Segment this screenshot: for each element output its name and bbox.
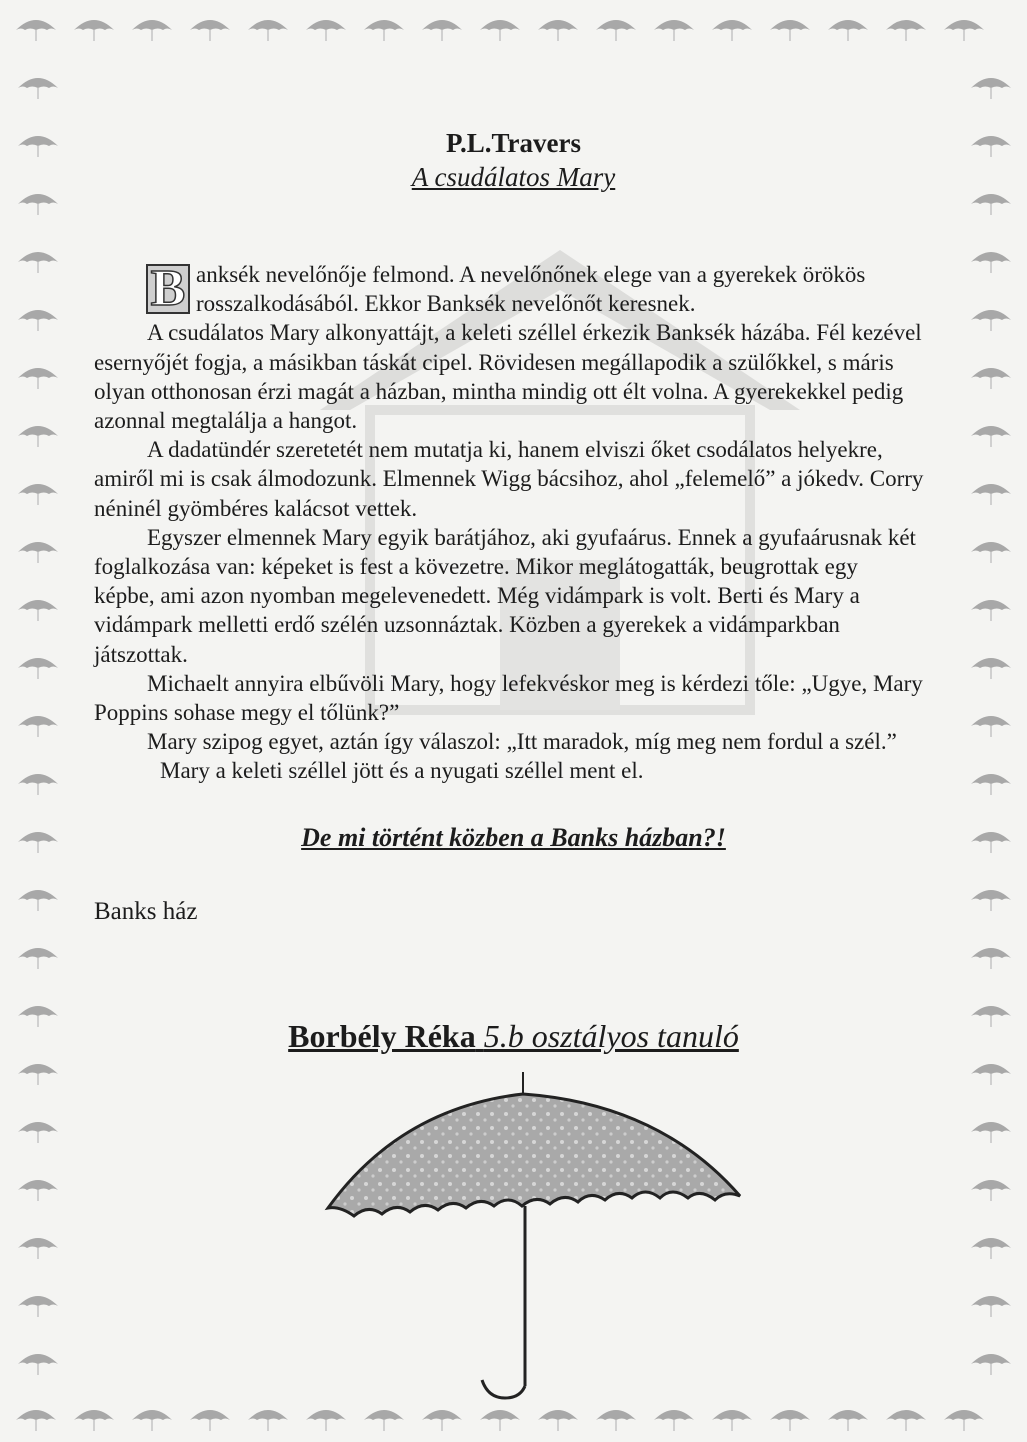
umbrella-icon: [969, 880, 1013, 914]
umbrella-icon: [14, 10, 58, 44]
umbrella-icon: [969, 300, 1013, 334]
umbrella-icon: [969, 1286, 1013, 1320]
umbrella-icon: [768, 10, 812, 44]
umbrella-icon: [16, 1228, 60, 1262]
umbrella-icon: [16, 764, 60, 798]
umbrella-icon: [130, 1400, 174, 1434]
umbrella-icon: [246, 1400, 290, 1434]
umbrella-icon: [969, 68, 1013, 102]
umbrella-icon: [16, 1286, 60, 1320]
umbrella-icon: [16, 474, 60, 508]
umbrella-icon: [16, 242, 60, 276]
umbrella-icon: [16, 1112, 60, 1146]
umbrella-icon: [16, 68, 60, 102]
umbrella-icon: [969, 590, 1013, 624]
signature: [0, 1018, 1027, 1055]
umbrella-icon: [130, 10, 174, 44]
umbrella-icon: [969, 1228, 1013, 1262]
umbrella-icon: [16, 416, 60, 450]
umbrella-icon: [16, 590, 60, 624]
umbrella-icon: [969, 416, 1013, 450]
umbrella-icon: [478, 10, 522, 44]
umbrella-icon: [969, 242, 1013, 276]
umbrella-icon: [16, 1170, 60, 1204]
paragraph-1-text: anksék nevelőnője felmond. A nevelőnőnek elege van a gyerekek örökös rosszalkodásából. Ekkor Banksék nevelőnőt keresnek.: [196, 262, 866, 317]
umbrella-icon: [16, 648, 60, 682]
umbrella-icon: [969, 1112, 1013, 1146]
umbrella-icon: [420, 10, 464, 44]
banks-caption: Banks ház: [94, 898, 198, 925]
umbrella-icon: [826, 10, 870, 44]
umbrella-icon: [969, 1054, 1013, 1088]
story-text: [94, 260, 924, 786]
umbrella-icon: [942, 10, 986, 44]
umbrella-icon: [884, 10, 928, 44]
umbrella-icon: [320, 1068, 750, 1408]
umbrella-icon: [246, 10, 290, 44]
signature-class: 5.b osztályos tanuló: [483, 1018, 739, 1054]
umbrella-icon: [536, 10, 580, 44]
umbrella-icon: [826, 1400, 870, 1434]
umbrella-icon: [969, 474, 1013, 508]
umbrella-icon: [884, 1400, 928, 1434]
signature-name: Borbély Réka: [288, 1018, 476, 1054]
author-heading: P.L.Travers: [446, 128, 581, 158]
umbrella-icon: [16, 1054, 60, 1088]
umbrella-icon: [969, 1344, 1013, 1378]
paragraph-4: Egyszer elmennek Mary egyik barátjához, aki gyufaárus. Ennek a gyufaárusnak két foglalkozása van: képeket is fest a kövezetre. Mikor meglátogatták, beugrottak egy képbe, ami azon nyomban megelevenedett. Még vidámpark is volt. Berti és Mary a vidámpark melletti erdő szélén uzsonnáztak. Közben a gyerekek a vidámparkban játszottak.: [94, 524, 916, 667]
umbrella-icon: [969, 1170, 1013, 1204]
umbrella-icon: [16, 1344, 60, 1378]
umbrella-icon: [969, 532, 1013, 566]
question-heading: De mi történt közben a Banks házban?!: [301, 823, 726, 852]
umbrella-icon: [188, 10, 232, 44]
umbrella-icon: [969, 706, 1013, 740]
paragraph-3: A dadatündér szeretetét nem mutatja ki, hanem elviszi őket csodálatos helyekre, amiről mi is csak álmodozunk. Elmennek Wigg bácsihoz, ahol „felemelő” a jókedv. Corry néninél gyömbéres kalácsot vettek.: [94, 437, 924, 521]
umbrella-icon: [652, 10, 696, 44]
umbrella-icon: [768, 1400, 812, 1434]
umbrella-icon: [969, 358, 1013, 392]
umbrella-icon: [16, 358, 60, 392]
umbrella-icon: [16, 880, 60, 914]
umbrella-icon: [188, 1400, 232, 1434]
umbrella-icon: [16, 706, 60, 740]
umbrella-icon: [14, 1400, 58, 1434]
umbrella-icon: [942, 1400, 986, 1434]
book-title: A csudálatos Mary: [411, 162, 616, 192]
umbrella-icon: [969, 938, 1013, 972]
umbrella-icon: [969, 764, 1013, 798]
paragraph-2: A csudálatos Mary alkonyattájt, a keleti széllel érkezik Banksék házába. Fél kezével esernyőjét fogja, a másikban táskát cipel. Rövidesen megállapodik a szülőkkel, s máris olyan otthonosan érzi magát a házban, mintha mindig ott élt volna. A gyerekekkel pedig azonnal megtalálja a hangot.: [94, 320, 922, 434]
umbrella-icon: [969, 648, 1013, 682]
umbrella-icon: [72, 1400, 116, 1434]
paragraph-1: [94, 260, 924, 318]
umbrella-icon: [594, 10, 638, 44]
drop-cap: B: [146, 264, 190, 314]
umbrella-icon: [710, 10, 754, 44]
umbrella-icon: [16, 532, 60, 566]
umbrella-icon: [304, 10, 348, 44]
umbrella-icon: [72, 10, 116, 44]
umbrella-icon: [16, 300, 60, 334]
umbrella-icon: [362, 10, 406, 44]
umbrella-icon: [16, 938, 60, 972]
paragraph-5: Michaelt annyira elbűvöli Mary, hogy lefekvéskor meg is kérdezi tőle: „Ugye, Mary Poppins sohase megy el tőlünk?”: [94, 670, 923, 726]
paragraph-7: Mary a keleti széllel jött és a nyugati széllel ment el.: [160, 758, 644, 784]
paragraph-6: Mary szipog egyet, aztán így válaszol: „Itt maradok, míg meg nem fordul a szél.”: [147, 729, 897, 755]
